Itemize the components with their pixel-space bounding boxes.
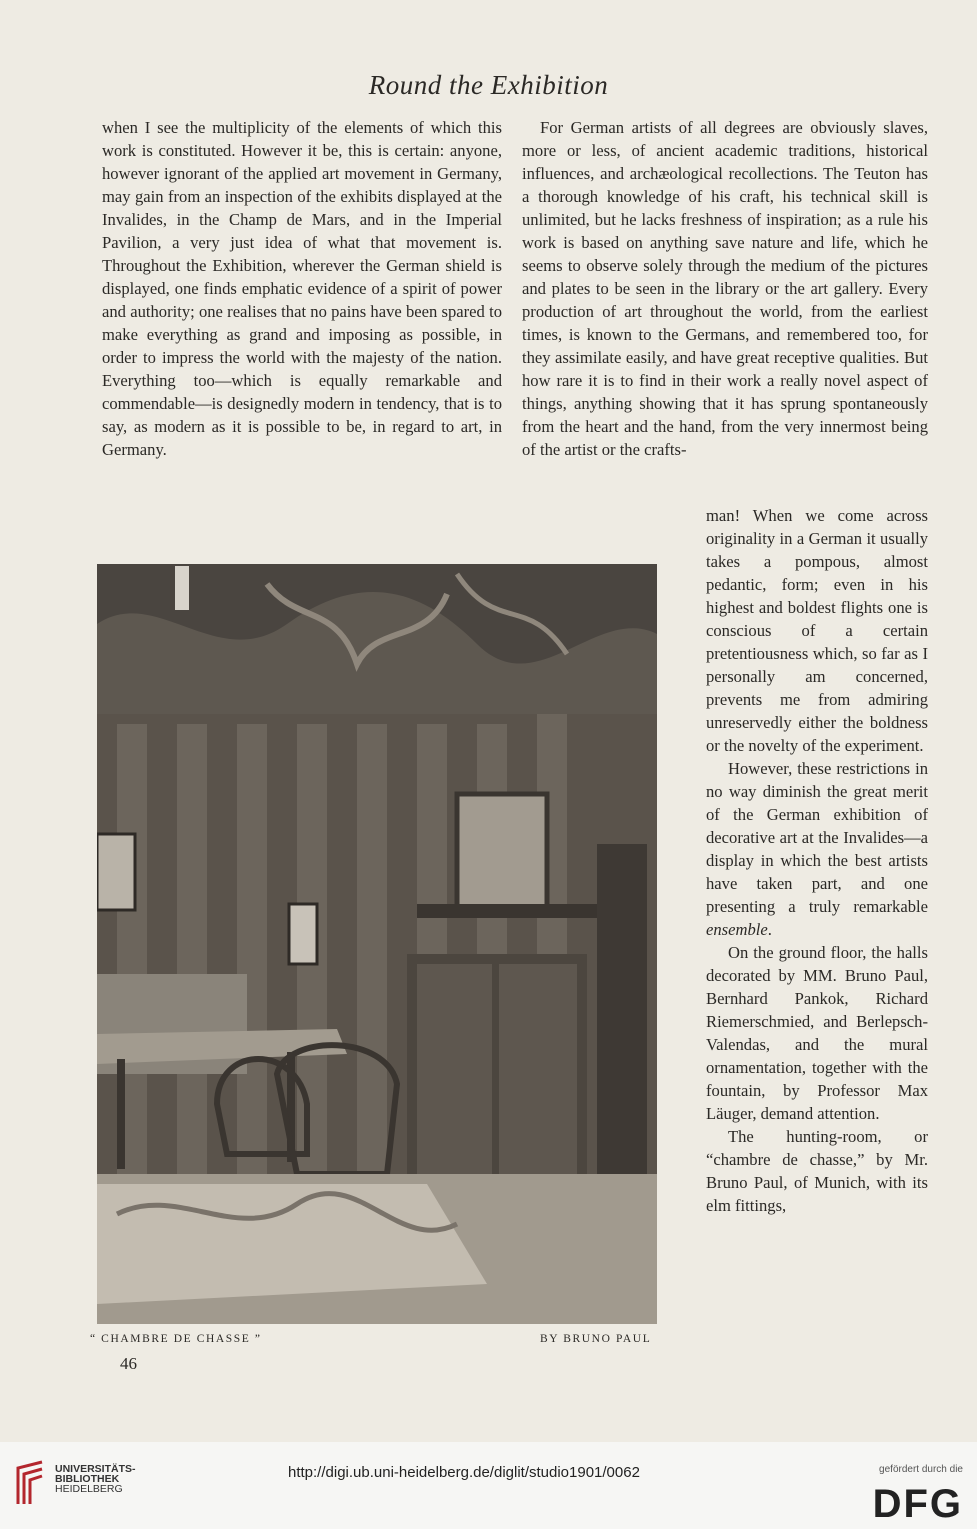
italic-ensemble: ensemble bbox=[706, 920, 768, 939]
left-text-column bbox=[102, 116, 502, 461]
digitization-footer bbox=[0, 1442, 977, 1529]
library-line-1: UNIVERSITÄTS- bbox=[55, 1463, 136, 1475]
continuation-paragraph: man! When we come across originality in a German it usually takes a pompous, almost pedantic, form; even in his highest and boldest flights one is conscious of a certain pretentiousness which, so far as I personally am concerned, prevents me from admiring unreservedly either the boldness or the novelty of the experiment. bbox=[706, 506, 928, 755]
library-line-2: BIBLIOTHEK bbox=[55, 1473, 120, 1485]
paragraph-restrictions-text: However, these restrictions in no way diminish the great merit of the German exhibition of decorative art at the Invalides—a display in which the best artists have taken part, and one presenting a truly remarkable bbox=[706, 759, 928, 916]
right-text-column-top bbox=[522, 116, 928, 461]
right-paragraph-top: For German artists of all degrees are obviously slaves, more or less, of ancient academic traditions, historical influences, and archæological recollections. The Teuton has a thorough knowledge of his craft, his technical skill is unlimited, but he lacks freshness of inspiration; as a rule his work is based on anything save nature and life, which he seems to observe solely through the medium of the pictures and plates to be seen in the library or the art gallery. Every production of art throughout the world, from the earliest times, is known to the Germans, and remembered too, for they assimilate easily, and have great receptive qualities. But how rare it is to find in their work a really novel aspect of things, anything showing that it has sprung spontaneously from the heart and the hand, from the very innermost being of the artist or the crafts- bbox=[522, 118, 928, 459]
dfg-logo: DFG bbox=[872, 1482, 963, 1526]
paragraph-hunting-room: The hunting-room, or “chambre de chasse,” by Mr. Bruno Paul, of Munich, with its elm fittings, bbox=[706, 1127, 928, 1215]
room-illustration bbox=[97, 564, 657, 1324]
photograph-chambre-de-chasse bbox=[97, 564, 657, 1324]
left-paragraph: when I see the multiplicity of the elements of which this work is constituted. However it be, this is certain: anyone, however ignorant of the applied art movement in Germany, may gain from an inspection of the exhibits displayed at the Invalides, in the Champ de Mars, and in the Imperial Pavilion, a very just idea of what that movement is. Throughout the Exhibition, wherever the German shield is displayed, one finds emphatic evidence of a spirit of power and authority; one realises that no pains have been spared to make everything as grand and imposing as possible, in order to impress the world with the majesty of the nation. Everything too—which is equally remarkable and commendable—is designedly modern in tendency, that is to say, as modern as it is possible to be, in regard to art, in Germany. bbox=[102, 118, 502, 459]
right-text-column-narrow bbox=[706, 504, 928, 1217]
library-line-3: HEIDELBERG bbox=[55, 1483, 123, 1495]
figure-caption-credit: BY BRUNO PAUL bbox=[540, 1333, 652, 1345]
paragraph-restrictions bbox=[706, 757, 928, 941]
figure-caption-title: “ CHAMBRE DE CHASSE ” bbox=[90, 1333, 262, 1345]
paragraph-ground-floor: On the ground floor, the halls decorated by MM. Bruno Paul, Bernhard Pankok, Richard Riemerschmied, and Berlepsch-Valendas, and the mural ornamentation, together with the fountain, by Professor Max Läuger, demand attention. bbox=[706, 943, 928, 1123]
paragraph-restrictions-end: . bbox=[767, 920, 772, 939]
permalink-url[interactable]: http://digi.ub.uni-heidelberg.de/diglit/studio1901/0062 bbox=[288, 1464, 640, 1481]
page-number: 46 bbox=[120, 1354, 137, 1373]
running-head: Round the Exhibition bbox=[368, 70, 609, 100]
library-name bbox=[55, 1464, 136, 1494]
sponsor-note: gefördert durch die bbox=[879, 1464, 963, 1475]
library-logo-icon bbox=[12, 1460, 48, 1506]
